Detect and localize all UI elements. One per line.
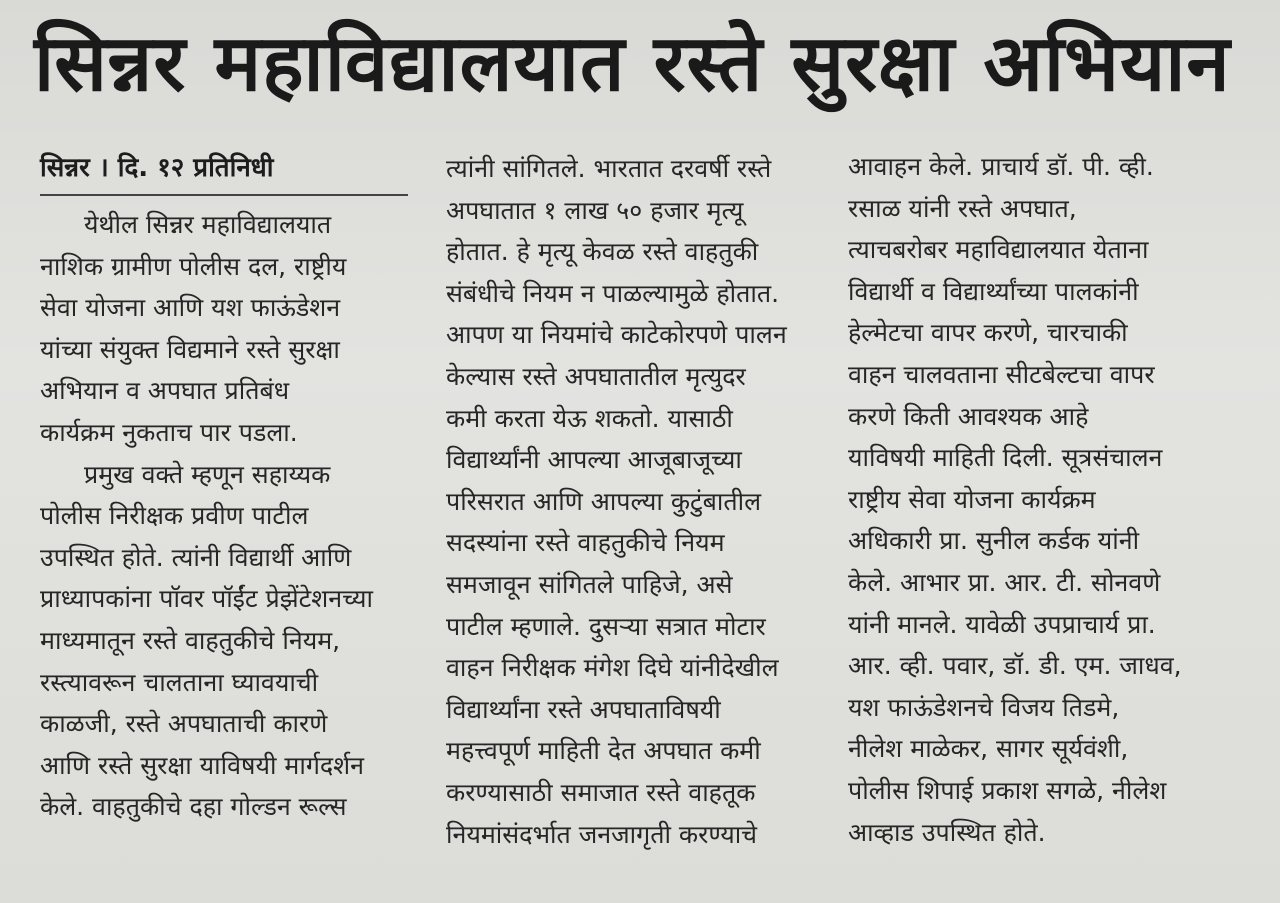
dateline: सिन्नर । दि. १२ प्रतिनिधी [40,148,408,196]
article-line: यांनी मानले. यावेळी उपप्राचार्य प्रा. [848,609,1156,639]
article-line: महत्त्वपूर्ण माहिती देत अपघात कमी [446,736,761,766]
article-line: यांच्या संयुक्त विद्यमाने रस्ते सुरक्षा [40,334,340,364]
article-line: प्राध्यापकांना पॉवर पॉईंट प्रेझेंटेशनच्या [40,584,373,614]
article-line: समजावून सांगितले पाहिजे, असे [446,569,733,599]
article-line: रस्त्यावरून चालताना घ्यावयाची [40,667,319,697]
article-line: केले. आभार प्रा. आर. टी. सोनवणे [848,567,1161,597]
article-line: अपघातात १ लाख ५० हजार मृत्यू [446,195,744,225]
article-line: परिसरात आणि आपल्या कुटुंबातील [446,486,762,516]
article-line: पोलीस शिपाई प्रकाश सगळे, नीलेश [848,775,1167,805]
article-line: करणे किती आवश्यक आहे [848,401,1089,431]
article-line: आपण या नियमांचे काटेकोरपणे पालन [446,320,787,350]
article-line: वाहन निरीक्षक मंगेश दिघे यांनीदेखील [446,653,779,683]
article-line: येथील सिन्नर महाविद्यालयात [84,210,332,239]
column-1 [40,148,408,828]
article-line: हेल्मेटचा वापर करणे, चारचाकी [848,318,1128,348]
article-line: विद्यार्थी व विद्यार्थ्यांच्या पालकांनी [848,276,1139,306]
article-line: आवाहन केले. प्राचार्य डॉ. पी. व्ही. [848,152,1154,181]
article-line: आणि रस्ते सुरक्षा याविषयी मार्गदर्शन [40,750,365,780]
article-line: आव्हाड उपस्थित होते. [848,817,1046,847]
article-line: पोलीस निरीक्षक प्रवीण पाटील [40,501,309,531]
article-line: उपस्थित होते. त्यांनी विद्यार्थी आणि [40,542,352,572]
article-line: वाहन चालवताना सीटबेल्टचा वापर [848,359,1155,389]
article-line: कमी करता येऊ शकतो. यासाठी [446,403,733,433]
column-2 [446,148,824,855]
article-line: काळजी, रस्ते अपघाताची कारणे [40,709,328,739]
article-line: सेवा योजना आणि यश फाऊंडेशन [40,293,341,323]
article-line: अधिकारी प्रा. सुनील कर्डक यांनी [848,526,1140,556]
article-line: प्रमुख वक्ते म्हणून सहाय्यक [84,459,331,489]
article-line: नाशिक ग्रामीण पोलीस दल, राष्ट्रीय [40,251,347,281]
article-line: रसाळ यांनी रस्ते अपघात, [848,193,1077,223]
article-line: केले. वाहतुकीचे दहा गोल्डन रूल्स [40,792,347,822]
article-line: विद्यार्थ्यांनी आपल्या आजूबाजूच्या [446,445,742,475]
article-line: पाटील म्हणाले. दुसऱ्या सत्रात मोटार [446,611,766,641]
article-line: याविषयी माहिती दिली. सूत्रसंचालन [848,443,1163,473]
article-line: नियमांसंदर्भात जनजागृती करण्याचे [446,819,758,849]
article-line: नीलेश माळेकर, सागर सूर्यवंशी, [848,734,1129,764]
article-line: त्याचबरोबर महाविद्यालयात येताना [848,235,1149,265]
headline: सिन्नर महाविद्यालयात रस्ते सुरक्षा अभियान [34,19,1231,109]
article-line: करण्यासाठी समाजात रस्ते वाहतूक [446,777,756,807]
article-line: कार्यक्रम नुकताच पार पडला. [40,417,298,447]
article-line: सदस्यांना रस्ते वाहतुकीचे नियम [446,528,725,558]
article-line: राष्ट्रीय सेवा योजना कार्यक्रम [848,484,1096,514]
column-3 [848,146,1248,853]
article-line: आर. व्ही. पवार, डॉ. डी. एम. जाधव, [848,651,1182,681]
article-line: संबंधीचे नियम न पाळल्यामुळे होतात. [446,278,780,308]
article-line: माध्यमातून रस्ते वाहतुकीचे नियम, [40,625,341,655]
article-line: त्यांनी सांगितले. भारतात दरवर्षी रस्ते [446,154,772,183]
article-line: होतात. हे मृत्यू केवळ रस्ते वाहतुकी [446,237,759,267]
article-line: केल्यास रस्ते अपघातातील मृत्युदर [446,361,746,391]
article-line: अभियान व अपघात प्रतिबंध [40,376,290,406]
article-line: विद्यार्थ्यांना रस्ते अपघाताविषयी [446,694,721,724]
article-line: यश फाऊंडेशनचे विजय तिडमे, [848,692,1120,722]
